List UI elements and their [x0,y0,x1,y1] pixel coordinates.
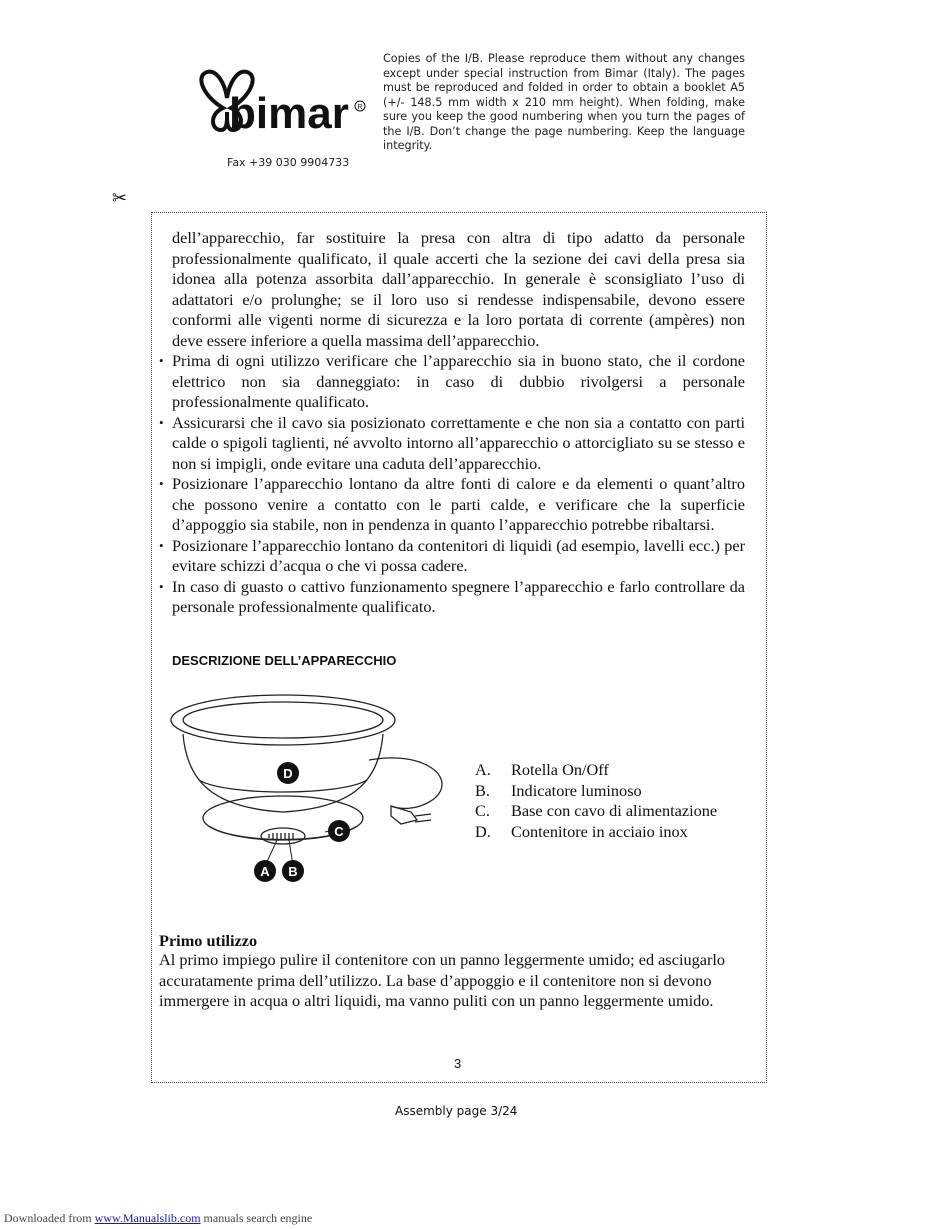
scissors-icon: ✂ [112,188,128,209]
list-item [475,760,717,781]
safety-bullets [159,351,745,618]
bullet-icon: • [159,476,164,491]
page-number: 3 [454,1056,462,1071]
list-item [159,413,745,475]
list-item [159,474,745,536]
part-name: Contenitore in acciaio inox [511,821,688,841]
intro-paragraph: dell’apparecchio, far sostituire la presa con altra di tipo adatto da personale professionalmente qualificato, il quale accerti che la sezione dei cavi della presa sia idonea alla potenza assorbita dall’apparecchio. In generale è sconsigliato l’uso di adattatori e/o prolunghe; se il loro uso si rendesse indispensabile, devono essere conformi alle vigenti norme di sicurezza e la loro portata di corrente (ampères) non deve essere inferiore a quella massima dell’apparecchio. [172,228,745,350]
bullet-text: In caso di guasto o cattivo funzionamento spegnere l’apparecchio e farlo controllare da personale professionalmente qualificato. [172,576,745,616]
list-item [475,781,717,802]
reproduction-notice: Copies of the I/B. Please reproduce them without any changes except under special instruction from Bimar (Italy). The pages must be reproduced and folded in order to obtain a booklet A5 (+/- 148.5 mm width x 210 mm height). When folding, make sure you keep the good numbering when you turn the pages of the I/B. Don’t change the page numbering. Keep the language integrity. [383,52,745,152]
label-a [254,860,276,882]
label-b [282,860,304,882]
svg-text:B: B [288,864,298,879]
part-letter: A. [475,760,491,779]
part-name: Base con cavo di alimentazione [511,801,718,820]
bullet-text: Posizionare l’apparecchio lontano da contenitori di liquidi (ad esempio, lavelli ecc.) per evitare schizzi d’acqua o che vi possa cadere. [172,535,745,575]
bullet-icon: • [159,537,164,553]
list-item [475,822,717,843]
manualslib-link[interactable]: www.Manualslib.com [94,1211,201,1225]
primo-utilizzo-heading: Primo utilizzo [159,931,258,950]
butterfly-logo-icon [193,66,368,136]
part-letter: B. [475,780,490,800]
safety-text [159,228,745,618]
part-letter: D. [475,821,491,841]
list-item [159,577,745,618]
list-item [159,351,745,413]
assembly-page: Assembly page 3/24 [395,1104,518,1118]
bullet-icon: • [159,578,164,594]
fondue-pot-illustration [165,688,455,888]
bullet-icon: • [159,414,164,430]
bullet-text: Posizionare l’apparecchio lontano da altre fonti di calore e da elementi o quant’altro che possono venire a contatto con le parti calde, e verificare che la superficie d’appoggio sia stabile, non in pendenza in quanto l’apparecchio potrebbe ribaltarsi. [172,474,745,534]
label-c [328,820,350,842]
download-footer [4,1211,312,1226]
part-letter: C. [475,801,490,820]
part-name: Indicatore luminoso [511,780,642,800]
label-d [277,762,299,784]
list-item [159,536,745,577]
section-heading: DESCRIZIONE DELL’APPARECCHIO [172,653,397,668]
fax-number: Fax +39 030 9904733 [227,156,350,169]
bullet-text: Prima di ogni utilizzo verificare che l’apparecchio sia in buono stato, che il cordone elettrico non sia danneggiato: in caso di dubbio rivolgersi a personale professionalmente qualificato. [172,351,745,411]
svg-text:D: D [283,766,293,781]
bimar-logo [193,66,368,136]
svg-text:A: A [260,864,270,879]
footer-prefix: Downloaded from [4,1211,92,1225]
list-item [475,801,717,822]
bullet-text: Assicurarsi che il cavo sia posizionato correttamente e che non sia a contatto con parti calde o spigoli taglienti, né avvolto intorno all’apparecchio o attorcigliato su se stesso e non si impigli, onde evitare una caduta dell’apparecchio. [172,412,745,473]
bullet-icon: • [159,353,164,368]
part-name: Rotella On/Off [511,760,609,779]
svg-text:R: R [357,104,363,111]
svg-text:C: C [334,824,344,839]
primo-utilizzo-text: Al primo impiego pulire il contenitore con un panno leggermente umido; ed asciugarlo accuratamente prima dell’utilizzo. La base d’appoggio e il contenitore non si devono immergere in acqua o altri liquidi, ma vanno puliti con un panno leggermente umido. [159,950,726,1010]
appliance-diagram [165,688,455,888]
footer-suffix: manuals search engine [203,1211,313,1225]
brand-name: bimar [229,89,349,136]
parts-list [475,760,717,842]
